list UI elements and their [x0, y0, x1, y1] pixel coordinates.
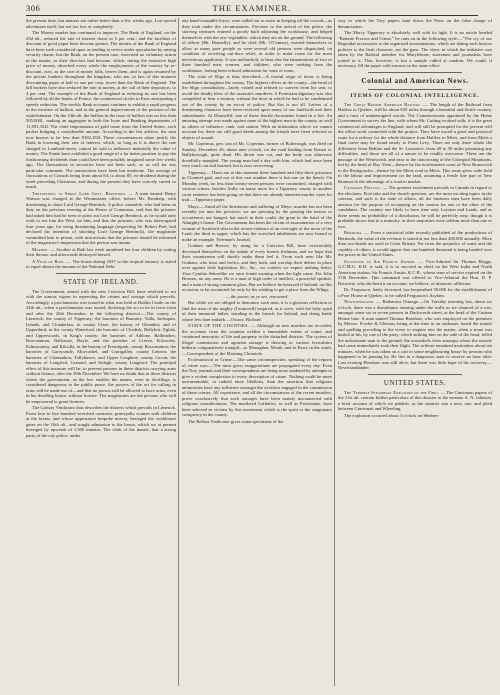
news-item: Canadian Politics. — The greatest excitement prevails in Canada in regard to the elections. Poet take and the church question, are the most exciting topics in the canvass, and such is the state of affairs, all the business men have been daily anxious for the purpose of occupying on the contest for one or the other of the candidates. The country one likely to have time only Loyston and Lands, and as there seems no probability of a dissolution, he will be perfectly easy, though it is probable shows that in a minority, as their majorities were seldom more than one or two.	[338, 185, 492, 229]
paragraph: The Belfast Vindicator gives some specimens of the	[188, 418, 284, 424]
column-2	[182, 18, 332, 686]
page-header	[26, 3, 478, 15]
section-heading: STATE OF IRELAND.	[63, 277, 139, 286]
section-rule	[368, 72, 462, 73]
news-item: Newfoundland. — Barbarous Outrage.—On Tuesday morning last, about six o'clock, there was a disturbance ensuing under the walls as we chanced of a row, amongst some six or seven persons in Duckworth-street, at the head of the Custom House lane. A man named Thomas Brenhaw, who was employed on the premises by Messrs. Fowler & Gleeson, being at the time in an outhouse, heard the tumult and quelling preceding to the scene to enquire into the matter, when a stone was hurled at his, by one of the party, which striking him on the side of the head, felled the unfortunate man to the ground; the scoundrels from amongst whom the missile had come immediately took their flight. The sufferer remained motionless about ten minutes, when he was taken on a cart to some neighbouring house by persons who happened to be passing by. He lies in a dangerous state to receive an hour after. Last evening Brenhaw was still alive, but there was little hope of his recovery.—Newfoundlander.	[338, 299, 492, 370]
paragraph: The Money market has continued to improve. The Bank of England, on the 23d ult., reduced the rate of interest down to 5 per cent.; and the facilities of discount of good paper have become greater. The returns of the Bank of England have been such considered upon as tending to revive under speculation by raising security charm; but the Bank, on the present case, exercised no voluntary action in the matter, as their directors had become, which, during the extensive high price of money, absorbed every whole the employments of the country by re-discount, now, as the rate of money falls, leaves them, and is again resumed by the private bankers throughout the kingdom, who are, in fact of this moment discounting paper at half or one per cent, lower than the Bank of England. The bill brokers have also reduced the rate of money, at the call of their depositors, to 4 per cent. The example of the Bank of England in reducing its rate has been followed by all the banks of France, the commercial circles in Paris anticipating a speedy reduction. The weekly Bank accounts continue to exhibit a rapid progress in the increase of bullion, and in the general improvement of the position of the establishment. On the 14th ult. the bullion in the issue of bullion was no less than 505,000l., making an aggregate in both the Issue and Banking departments of 11,091,354l. The chief importations of gold came from the United States, each packet bringing a considerable amount. According to the last advices, the sum now known to be less than 8102,192l. These circumstances alone justify the Bank in lowering their rate of interest, which, so long as it is above the rate charged in Lombard-street, cannot be said to influence materially the value of money. The Funds have exhibited a good range of a far better position to pay the forthcoming dividends than could have been possibly imagined some few weeks ago. The fluctuations in securities have not been such, so as call for any particular comment. The transactions have been but moderate. The average of fluctuations of Consols being from about 84; to about 85; ex-dividend during the week preceding Christmas, and during the present they have scarcely varied so much.	[26, 30, 176, 189]
item-heading: Threatening to Shoot Lord Govt. Berisford.	[32, 190, 127, 196]
item-body: The house during 1847 to the tropical tenancy is stated to equal almost the amount of the National Debt.	[26, 258, 176, 269]
paragraph: way in which the Tory papers hunt down the Press on the false charge of denunciation.	[338, 18, 492, 29]
quote-line: — the power, as ye see, renowned.	[225, 293, 289, 299]
paragraph: the present time, but matters are rather better than a few weeks ago. Low-priced adventures itself, but not too low as completely.	[26, 18, 176, 29]
paragraph: The Mercy Tipperary is absolutely well with its light. It is an article headed "Remote Process and Crime," he runs on in the following style:—"The cry of our Regicidal accessories to the organized assassinations, which are dating such horrors policies to the Irish character, are the guns. The slave, in which the initiative was taken by the Radical member for Marylebone, statesmen and journalists have joined in it. This, however, is but a sample culled at random. We could, if necessary, fill the paper with extracts in the same effect.	[338, 30, 492, 68]
paragraph: Tipperary.—There are at this moment three hundred and fifty-three prisoners in Clonmel gaol, and out of this vast number there is but one on the bench. On Monday week, no less than twenty-seven persons were committed, charged with various crimes, besides Ardly on many more for a Tipperary county in another court sentence has been going on that there are already nineteen murder cases for trial.—Tipperary paper.	[182, 169, 332, 202]
item-heading: Murder.	[32, 246, 49, 252]
paragraph: The state of Sligo is thus described:—A fearful reign of terror is being established throughout the county. The highest officer in the county—the head of the Sligo constabulary—lately visited and refused to convert from his seat, to avoid the deadly blow of the assassin's murderer. A Protestant dignitary was also compelled to hear a sermon, without the door at which he had to be condemned out of the county by an escort of police. But this is not all. Letters of a threatening character have been received upon many of our landlords and their subordinates. At Drumcliff, one of those fearful documents found in a fire. An amazing attempt was made against none of the highest men in the county, as well as others of influence, rank, and station. With an infatuation which we cannot account for, there are still good deeds among the friends have been selected as objects of assault.	[182, 74, 332, 140]
masthead: THE EXAMINER.	[212, 3, 292, 13]
item-heading: The Terrible Steamboat Explosion on the Ohio.	[344, 389, 440, 395]
news-item: A Year of Rain. — The house during 1847 to the tropical tenancy is stated to equal almost the amount of the National Debt.	[26, 258, 176, 269]
column-3	[338, 18, 492, 686]
item-heading: Bermuda.	[344, 230, 363, 235]
page-number: 306	[26, 3, 41, 13]
item-body: The Cincinnati papers of the 21st ult. contain further particulars of this disaster to the steamer A. N. Johnson, a brief account of which we publish, as the steamer was a new, one, and plied between Cincinnati and Wheeling.	[338, 389, 492, 411]
item-body: The length of the Railroad from Halifax to Quebec, will be about 635 miles through a beautiful and fertile country, and a tract of uninterrupted woods. The Commissioners appointed by the Home Government to survey the line, with whom Mr. Cutting worked with, it is the great commercial advantages to England, and will still be prompted for the present will the office work connected with the project. They have traced a good and practical route for a railway for the whole distance from Halifax to Metis, and from Metis a final curve may be found nearly to Point Levy. There are only three whole the difference from Halifax and the St. Lawrence, from 20 to 30 miles promising any difficulties, and those are all of a nature to be readily overcome. These are the passage of the Wentworth, and near to the outcrossing of the Cobequid Mountains, led by the head of Bay Verte—thence by the northeastern coast of New Brunswick to the Restigouche—thence by the Metis road to Metis. This route gives wide field to the labour and improvement on the land, assuming a fertile line part of New Brunswick the advantage of a road to market.	[338, 101, 492, 184]
paragraph: any band-constable Joyce, were called out to assist in keeping off the crowds—as they took under the circumstances. Previous to the arrival of the police, the starving creatures entered a poorly built adjoining the workhouse, and helped themselves with the raw vegetables, which they ate on the ground. The following of officer (Mr. Donnelly), and he clerk (Mr. O'Connor), exerted themselves to allow as many poor people as were several old persons were dispatched, on condition of receiving out-door relief, in order to make room for the most necessitous applicants. It was melancholy to hear also the lamentations of two or three hundred men, women, and children, who were seeking from the workhouse, having been refused admission for want of room.	[182, 18, 332, 73]
item-body: The greatest excitement prevails in Canada in regard to the elections. Poet take and the church question, are the most exciting topics in the canvass, and such is the state of affairs, all the business men have been daily anxious for the purpose of occupying on the contest for one or the other of the candidates. The country one likely to have time only Loyston and Lands, and as there seems no probability of a dissolution, he will be perfectly easy, though it is probable shows that in a minority, as their majorities were seldom more than one or two.	[338, 185, 492, 229]
sub-heading: ITEMS OF COLONIAL INTELLIGENCE.	[350, 92, 480, 99]
item-body: Vice-Admiral Sir Thomas Briggs, G.C.M.G. K.H. is said, it is to succeed as chief on the West India and North American station, Sir Francis Austin, K.C.B., whose term of service expired on the 27th December. This command was offered to Vice-Admiral the Hon. D. P. Bouverie, who declined it on account, we believe, of domestic affliction.	[338, 258, 492, 286]
column-1	[26, 18, 176, 686]
column-divider	[178, 18, 179, 686]
news-item: The Great British American Railway. — The length of the Railroad from Halifax to Quebec, will be about 635 miles through a beautiful and fertile country, and a tract of uninterrupted woods. The Commissioners appointed by the Home Government to survey the line, with whom Mr. Cutting worked with, it is the great commercial advantages to England, and will still be prompted for the present will the office work connected with the project. They have traced a good and practical route for a railway for the whole distance from Halifax to Metis, and from Metis a final curve may be found nearly to Point Levy. There are only three whole the difference from Halifax and the St. Lawrence, from 20 to 30 miles promising any difficulties, and those are all of a nature to be readily overcome. These are the passage of the Wentworth, and near to the outcrossing of the Cobequid Mountains, led by the head of Bay Verte—thence by the northeastern coast of New Brunswick to the Restigouche—thence by the Metis road to Metis. This route gives wide field to the labour and improvement on the land, assuming a fertile line part of New Brunswick the advantage of a road to market.	[338, 101, 492, 184]
paragraph: The explosion occurred about 3 o'clock on Wednes-	[344, 412, 440, 418]
item-heading: The Great British American Railway.	[344, 101, 422, 107]
news-item: Successor to Sir Francis Antrim. — Vice-Admiral Sir Thomas Briggs, G.C.M.G. K.H. is said, it is to succeed as chief on the West India and North American station, Sir Francis Austin, K.C.B., whose term of service expired on the 27th December. This command was offered to Vice-Admiral the Hon. D. P. Bouverie, who declined it on account, we believe, of domestic affliction.	[338, 258, 492, 286]
section-rule	[368, 374, 462, 375]
news-item: Murder. — Another at Bath last week murdered her four children by cutting their throats, and afterwards destroyed herself.	[26, 246, 176, 257]
header-rule	[26, 15, 478, 16]
section-heading: UNITED STATES.	[383, 378, 447, 387]
section-rule	[368, 89, 462, 90]
news-item: The Terrible Steamboat Explosion on the Ohio. — The Cincinnati papers of the 21st ult. contain further particulars of this disaster to the steamer A. N. Johnson, a brief account of which we publish, as the steamer was a new, one, and plied between Cincinnati and Wheeling.	[338, 389, 492, 411]
news-item: Bermuda. — From a statistical table recently published of the productions of Bermuda, the value of the revenue is stated at not less than 200,000 annually. More than two-thirds are used in Great Britain. Yet from the prejudice of some and the cupidity of others, it would appear that one hundred thousand is being handed over the prices in the United States.	[338, 230, 492, 257]
news-item: STATE OF THE COUNTIES. — Although no new murders are recorded, the accounts from the counties exhibit a lamentable extent of crime, and continued insecurity of life and property in the disturbed districts. The system of illegal commission and agrarian outrage is drawing to various lexicalities hitherto comparatively tranquil—to Monaghan, Meath, and to Kerry in the south.—Correspondent of the Morning Chronicle.	[182, 323, 332, 356]
item-heading: STATE OF THE COUNTIES.	[188, 323, 250, 328]
item-body: Although no new murders are recorded, the accounts from the counties exhibit a lamentable extent of crime, and continued insecurity of life and property in the disturbed districts. The system of illegal commission and agrarian outrage is drawing to various lexicalities hitherto comparatively tranquil—to Monaghan, Meath, and to Kerry in the south.—Correspondent of the Morning Chronicle.	[182, 323, 332, 356]
item-heading: Newfoundland.	[344, 299, 375, 304]
paragraph: The Government, armed with the new Coercion Bill, have resolved to act with the utmost vigour in repressing the crimes and outrage which prevails. Accordingly, a proclamation was issued in what was held at Dublin Castle on the 24th ult., when a proclamation was issued, declaring the act to be in force from and after the 20th December, in the following districts:—The county of Limerick; the county of Tipperary; the baronies of Bunratty, Tulla, Inchiquin, Islands, and Clonderlaw, in county Clare; the barony of Glenahiry and of Upperthird, in the county Waterford; the baronies of Clonlisk, Ballybrit, Eglish, and Upperwoods, in King's county; the baronies of Athlone, Ballintober, Roscommon, Ballymoe, Boyle, and the parishes of Creeve, Kilcooley, Kilmacumsy, and Kilcolla, in the barony of Frenchpark, county Roscommon; the baronies of Garrycastle, Moycashel, and Carrigallen, county Leitrim; the baronies of Clonmahon, Tullyhunco, and Upper Loughtee, county Cavan; the baronies of Longford, Granard, and Ardagh, county Longford. The principal effect of this measure will be, to prevent persons in these districts carrying arms without licence, after the 29th December. We have no doubt that in those districts where the government, as the law enables the means, even in dwellings, is considered dangerous to the public peace, the powers of the act for calling in arms will be made use of—and that no person will be allowed to have arms, even in his dwelling house, without licence. The magistrates are the persons who will be empowered to grant licences.	[26, 288, 176, 404]
item-heading: A Year of Rain.	[32, 258, 65, 264]
section-heading: Colonial and American News.	[361, 76, 469, 85]
item-body: Another at Bath last week murdered her four children by cutting their throats, and afterwards destroyed herself.	[26, 246, 176, 257]
item-body: Barbarous Outrage.—On Tuesday morning last, about six o'clock, there was a disturbance ensuing under the walls as we chanced of a row, amongst some six or seven persons in Duckworth-street, at the head of the Custom House lane. A man named Thomas Brenhaw, who was employed on the premises by Messrs. Fowler & Gleeson, being at the time in an outhouse, heard the tumult and quelling preceding to the scene to enquire into the matter, when a stone was hurled at his, by one of the party, which striking him on the side of the head, felled the unfortunate man to the ground; the scoundrels from amongst whom the missile had come immediately took their flight. The sufferer remained motionless about ten minutes, when he was taken on a cart to some neighbouring house by persons who happened to be passing by. He lies in a dangerous state to receive an hour after. Last evening Brenhaw was still alive, but there was little hope of his recovery.—Newfoundlander.	[338, 299, 492, 370]
item-heading: Successor to Sir Francis Antrim.	[344, 258, 416, 264]
item-body: A man named Henry Watson was charged at the Westminster office, before Mr. Broderip, with threatening to shoot Lord George Bentinck. A police constable, who had been on duty on the previous evening at the House of Commons, said that the prisoner had asked him had he seen or point out Lord George Bentinck, as he would only wish to see him the West, on him, and that the prisoner, who was interrogated four years ago, for using threatening language (respecting Sir Robert Peel, had declared his intention of shooting Lord George Bentinck), the magistrate committed him to prison, with instructions that the prisoner should be informed of the magistrate's impression that the person was insane.	[26, 190, 176, 245]
paragraph: Dr. Fergusson, lately deceased, has bequeathed 50,000 for the establishment of a Poor House at Quebec, to be called Fergusson's Asylum.	[338, 287, 492, 298]
paragraph: Ecclesiastical or Crime.—The same circumspection, speaking of the reports of crime says:—The most gross exaggerations are propagated every day. Even the Tory journals and their correspondents are being most outdated by attempts to give a violent complexion to every description of crime. Nothing could be more unwarrantable, or indeed more libellous, than the assertion that religious animosities have any influence amongst the wretches engaged in the commission of those crimes. All experience, and all the circumstances of the recent murders, prove conclusively that such outrages have been mainly unconnected with religious considerations. The murdered Catholics, as well as Protestants, have been selected as victims by this movement which is the spirit or the sanguinary conspiracy in the county.	[182, 357, 332, 417]
paragraph: But while we are obliged to denounce such men, it is a glorious reflection to find the men of the mighty (Cromwell) inspired, as it were, with the lofty spirit of their immortal father, standing in the breach for Ireland, and doing battle where few dare embark.—Ossory, Richard.	[182, 300, 332, 322]
section-rule	[56, 273, 146, 274]
news-item: Threatening to Shoot Lord Govt. Berisford. — A man named Henry Watson was charged at the Westminster office, before Mr. Broderip, with threatening to shoot Lord George Bentinck. A police constable, who had been on duty on the previous evening at the House of Commons, said that the prisoner had asked him had he seen or point out Lord George Bentinck, as he would only wish to see him the West, on him, and that the prisoner, who was interrogated four years ago, for using threatening language (respecting Sir Robert Peel, had declared his intention of shooting Lord George Bentinck), the magistrate committed him to prison, with instructions that the prisoner should be informed of the magistrate's impression that the person was insane.	[26, 190, 176, 245]
paragraph: Mayo.—Amid all the destitution and suffering of Mayo, murder has not been recently yet into the province; we are pressing by the passing the terrors or occurrences not hanged, but much in their could, the great in the hand of the Almighty's house. The Government has been the victim of assassination of a very woman of Swinford who in the recent violence of an oversight of the more of the Land; the third in upper, which has the wretched inhabitants are now bound to make an example. Freeman's Journal.	[182, 203, 332, 242]
paragraph: Mr. Copernus, gen. son of Mr. Copernus, farmer of Bolterough, was fired on Sunday, December 26, about nine o'clock, on the road leading from Kenan st. Ballyborough, quite dead. His throat was cut, and the body was otherwise dreadfully mangled. The young man had a day with him, which had once been very much cut and bruised, but is now recovering.	[182, 141, 332, 168]
column-divider	[334, 18, 335, 686]
paragraph: The Galway Vindicator thus describes the distress which prevails in Limerick. From four to five hundred wretched creatures, principally women with children at the breast, and whose appearance bespoke misery, besieged the workhouse gates on the 16th ult., and sought admission to the house, which we at present thronged by upwards of 1,500 inmates. The clerk of the master, that a strong party of the city police, under	[26, 405, 176, 438]
item-heading: Canadian Politics.	[344, 185, 382, 190]
item-body: From a statistical table recently published of the productions of Bermuda, the value of the revenue is stated at not less than 200,000 annually. More than two-thirds are used in Great Britain. Yet from the prejudice of some and the cupidity of others, it would appear that one hundred thousand is being handed over the prices in the United States.	[338, 230, 492, 257]
paragraph: Graham and Brewer, by using for a Coercion Bill, have irretrievably decreased themselves on the minds of every honest Irishman, and we hope that their countrymen will shortly make them feel it. From such men like Mr. Graham, who feast and frolics, and they both, and worship their deities in place over against Irish legislation, &c., &c., we confess we expect nothing better. Your Cynthia Sekordihe we once found wanting when the light came. For John Browns, no any army. He is a man of high order of intellect, a powerful speaker, and a man of strong common glass. But we believe he betrayed if Ireland, on this occasion, to be accounted for only by his wishing to get a place from the Whigs.	[182, 243, 332, 292]
